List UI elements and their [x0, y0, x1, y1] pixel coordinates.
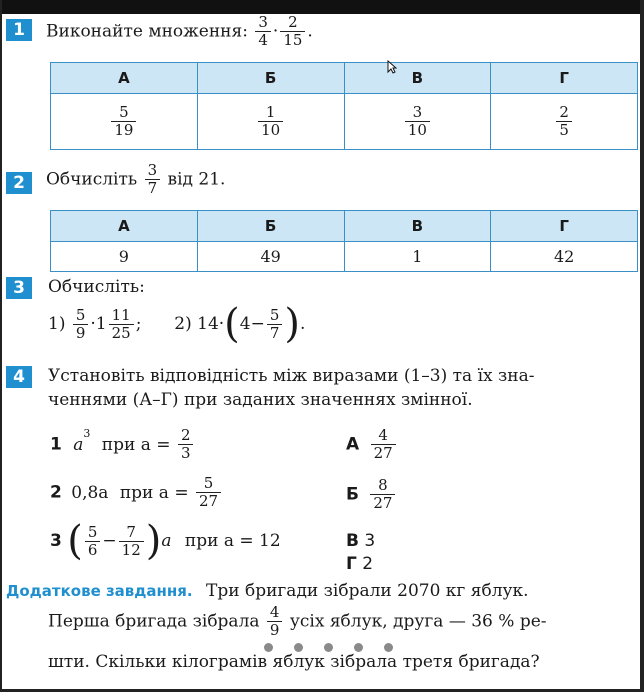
- value-b: [346, 477, 397, 512]
- minus-sign: −: [102, 531, 117, 551]
- period: .: [307, 21, 313, 42]
- expression-2-fraction: [196, 475, 221, 510]
- denominator: 12: [119, 541, 144, 559]
- window-top-bar: [0, 0, 644, 14]
- task-3-number: 3: [6, 277, 32, 299]
- expression-1-variable: a: [73, 434, 84, 455]
- answer-b: 49: [197, 242, 344, 272]
- expression-1-label: 1: [50, 434, 62, 455]
- denominator: 5: [556, 121, 572, 139]
- expression-1-condition: при a =: [101, 434, 171, 455]
- header-b: Б: [197, 211, 344, 242]
- task-1-fraction-2: [280, 14, 305, 49]
- numerator: 5: [87, 522, 98, 541]
- header-a: А: [51, 211, 198, 242]
- value-a-fraction: [371, 427, 396, 462]
- denominator: 7: [145, 179, 161, 197]
- numerator: 3: [412, 103, 423, 121]
- task-2-text-end: від 21.: [167, 169, 226, 190]
- denominator: 7: [267, 324, 283, 342]
- header-b: Б: [197, 63, 344, 94]
- expression-3: [50, 518, 281, 564]
- denominator: 27: [371, 444, 396, 462]
- window-right-border: [640, 0, 644, 692]
- denominator: 4: [255, 31, 271, 49]
- answer-a: 9: [51, 242, 198, 272]
- extra-task-label: Додаткове завдання.: [6, 582, 193, 600]
- numerator: 2: [288, 13, 298, 31]
- task-2-text: Обчисліть: [46, 169, 138, 190]
- expression-3-condition: при a = 12: [184, 531, 281, 551]
- numerator: 4: [269, 603, 280, 621]
- expression-2: [50, 475, 223, 510]
- extra-task-text-2a: Перша бригада зібрала: [48, 611, 260, 632]
- expression-1: [50, 427, 195, 462]
- denominator: 3: [178, 444, 194, 462]
- answer-a: [51, 94, 198, 150]
- task-1-text: Виконайте множення:: [46, 21, 248, 42]
- left-paren: (: [224, 301, 240, 347]
- denominator: 27: [370, 494, 395, 512]
- task-3-expressions: [48, 301, 306, 347]
- task-4-number: 4: [6, 366, 32, 388]
- multiply-sign: ·: [272, 21, 279, 42]
- value-g-value: 2: [362, 554, 374, 574]
- task-2-statement: [46, 162, 225, 197]
- header-v: В: [344, 211, 491, 242]
- task-2-fraction: [145, 162, 161, 197]
- denominator: 9: [73, 324, 89, 342]
- value-v: [346, 531, 375, 551]
- value-b-fraction: [370, 477, 395, 512]
- part-2-fraction: [267, 307, 283, 342]
- carousel-dot[interactable]: [294, 643, 303, 652]
- semicolon: ;: [135, 314, 142, 334]
- numerator: 5: [75, 305, 86, 324]
- value-a-label: А: [346, 434, 360, 455]
- part-1-label: 1): [48, 314, 66, 334]
- numerator: 5: [269, 305, 280, 324]
- part-1-multiply: ·1: [90, 314, 107, 334]
- extra-task-text-1: Три бригади зібрали 2070 кг яблук.: [206, 581, 529, 601]
- extra-task-text-2b: усіх яблук, друга — 36 % ре-: [289, 611, 547, 632]
- task-1-fraction-1: [255, 14, 271, 49]
- numerator: 3: [147, 161, 158, 179]
- denominator: 25: [109, 324, 134, 342]
- value-v-label: В: [346, 531, 359, 551]
- denominator: 9: [267, 621, 283, 639]
- expression-2-label: 2: [50, 482, 62, 503]
- carousel-dot[interactable]: [324, 643, 333, 652]
- header-v: В: [344, 63, 491, 94]
- numerator: 3: [258, 13, 268, 31]
- denominator: 10: [405, 121, 430, 139]
- value-a: [346, 427, 398, 462]
- value-g-label: Г: [346, 554, 357, 574]
- mouse-cursor-icon: [387, 60, 397, 74]
- answer-g: [491, 94, 638, 150]
- header-g: Г: [491, 63, 638, 94]
- period: .: [300, 314, 306, 334]
- part-2-inner: 4−: [239, 314, 265, 334]
- header-a: А: [51, 63, 198, 94]
- expression-2-expr: 0,8a: [71, 482, 109, 503]
- expression-3-label: 3: [50, 531, 62, 551]
- window-left-border: [0, 0, 2, 692]
- denominator: 27: [196, 492, 221, 510]
- expression-1-fraction: [178, 427, 194, 462]
- denominator: 10: [258, 121, 283, 139]
- numerator: 2: [180, 426, 191, 444]
- part-1-fraction-1: [73, 307, 89, 342]
- numerator: 7: [126, 522, 136, 541]
- task-1-answer-table: [50, 62, 638, 150]
- answer-v: [344, 94, 491, 150]
- denominator: 6: [85, 541, 101, 559]
- carousel-dot[interactable]: [384, 643, 393, 652]
- numerator: 8: [378, 476, 388, 494]
- carousel-dot[interactable]: [354, 643, 363, 652]
- task-1-statement: [46, 14, 313, 49]
- part-2-label: 2) 14·: [174, 314, 225, 334]
- answer-v: 1: [344, 242, 491, 272]
- expression-3-fraction-2: [119, 524, 144, 559]
- value-v-value: 3: [364, 531, 376, 551]
- answer-b: [197, 94, 344, 150]
- expression-2-condition: при a =: [119, 482, 189, 503]
- right-paren: ): [145, 518, 162, 564]
- extra-task-line-3: шти. Скільки кілограмів яблук зібрала третя бригада?: [48, 652, 540, 672]
- numerator: 5: [119, 103, 129, 121]
- task-4-line-2: ченнями (А–Г) при заданих значеннях змінної.: [48, 390, 473, 410]
- task-1-number: 1: [6, 19, 32, 41]
- denominator: 15: [280, 31, 305, 49]
- part-1-fraction-2: [109, 307, 134, 342]
- extra-task-fraction: [267, 604, 283, 639]
- task-2-number: 2: [6, 172, 32, 194]
- numerator: 5: [203, 474, 214, 492]
- denominator: 19: [111, 121, 136, 139]
- task-2-answer-table: [50, 210, 638, 272]
- right-paren: ): [284, 301, 300, 347]
- extra-task-line-1: [6, 581, 529, 601]
- value-g: [346, 554, 373, 574]
- carousel-dot[interactable]: [264, 643, 273, 652]
- answer-g: 42: [491, 242, 638, 272]
- extra-task-line-2: [48, 604, 547, 639]
- expression-3-variable: a: [161, 531, 172, 551]
- numerator: 1: [265, 103, 276, 121]
- header-g: Г: [491, 211, 638, 242]
- numerator: 4: [378, 426, 388, 444]
- expression-1-power: 3: [83, 427, 91, 440]
- numerator: 2: [559, 103, 569, 121]
- value-b-label: Б: [346, 484, 359, 505]
- task-4-line-1: Установіть відповідність між виразами (1–3) та їх зна-: [48, 366, 535, 386]
- expression-3-fraction-1: [85, 524, 101, 559]
- task-3-text: Обчисліть:: [48, 277, 145, 297]
- numerator: 11: [111, 305, 131, 324]
- left-paren: (: [67, 518, 83, 564]
